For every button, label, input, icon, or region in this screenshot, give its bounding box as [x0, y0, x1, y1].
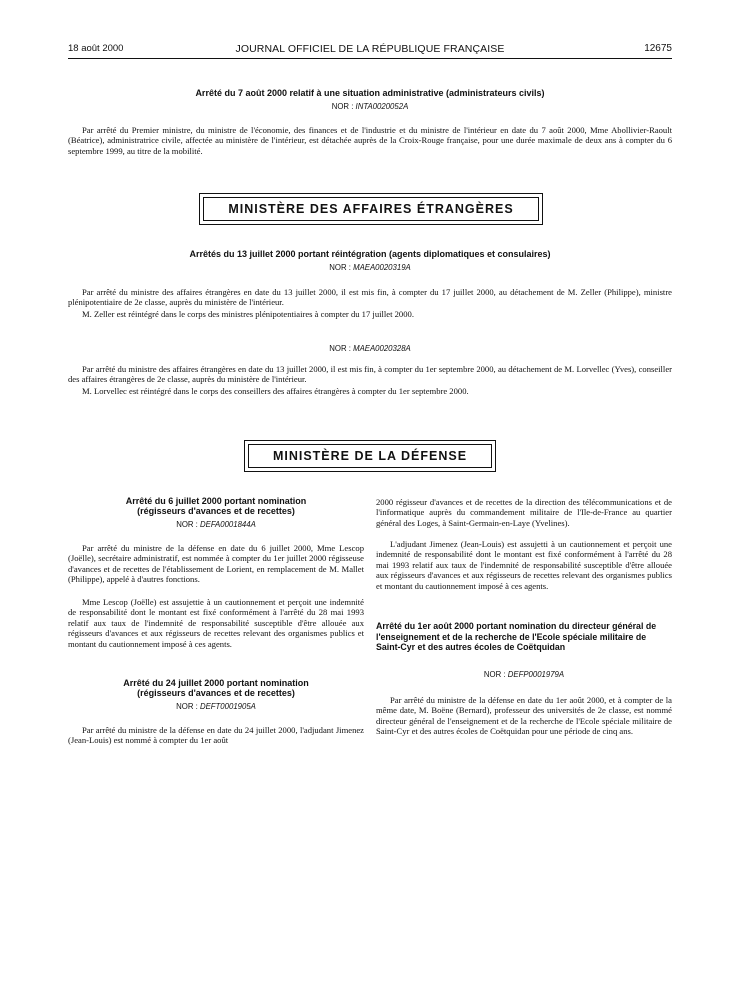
right-continuation: 2000 régisseur d'avances et de recettes de la direction des télécommunications et de l'informatique auprès du commandement militaire de l'Ile-de-France au quartier général des Loges, à Saint-Germain-en-Laye (Yvelines). — [376, 497, 672, 528]
a2-p1: Par arrêté du ministre de la défense en date du 24 juillet 2000, l'adjudant Jimenez (Jean-Louis) est nommé à compter du 1er août — [68, 725, 364, 746]
s2-title: Arrêtés du 13 juillet 2000 portant réintégration (agents diplomatiques et consulaires) — [189, 249, 551, 259]
s2-nor-1: NOR : MAEA0020319A — [329, 263, 411, 272]
ministry-title: MINISTÈRE DES AFFAIRES ÉTRANGÈRES — [228, 202, 514, 216]
journal-title: JOURNAL OFFICIEL DE LA RÉPUBLIQUE FRANÇAISE — [235, 43, 505, 55]
s2-p3: Par arrêté du ministre des affaires étrangères en date du 13 juillet 2000, il est mis fin, à compter du 1er septembre 2000, au détachement de M. Lorvellec (Yves), conseiller des affaires étrangères de 2e classe, auprès du ministère de l'intérieur. — [68, 364, 672, 385]
a1-p2: Mme Lescop (Joëlle) est assujettie à un cautionnement et perçoit une indemnité de responsabilité dont le montant est fixé conformément à l'arrêté du 28 mai 1993 relatif aux taux de l'indemnité de responsabilité susceptible d'être allouée aux régisseurs d'avances et aux régisseurs de recettes relevant des organismes publics et montant du cautionnement imposé à ces agents. — [68, 597, 364, 649]
a1-title-line-1: Arrêté du 6 juillet 2000 portant nomination — [125, 496, 307, 506]
nor-code: MAEA0020328A — [353, 344, 411, 353]
nor-code: DEFA0001844A — [200, 520, 256, 529]
page-number: 12675 — [644, 43, 672, 54]
nor-code: INTA0020052A — [355, 102, 409, 111]
a3-title: Arrêté du 1er août 2000 portant nomination du directeur général de l'enseignement et de la recherche de l'Ecole spéciale militaire de Saint-Cyr et des autres écoles de Coëtquidan — [376, 621, 657, 653]
s2-p2: M. Zeller est réintégré dans le corps des ministres plénipotentiaires à compter du 17 juillet 2000. — [82, 309, 414, 319]
a1-p1: Par arrêté du ministre de la défense en date du 6 juillet 2000, Mme Lescop (Joëlle), secrétaire administratif, est nommée à compter du 1er juillet 2000 régisseuse d'avances et de recettes de l'établissement de Lorient, en remplacement de M. Mallet (Philippe), appelé à d'autres fonctions. — [68, 543, 364, 585]
a3-p1: Par arrêté du ministre de la défense en date du 1er août 2000, et à compter de la même date, M. Boëne (Bernard), professeur des universités de 2e classe, est nommé directeur général de l'enseignement et de la recherche de l'Ecole spéciale militaire de Saint-Cyr et des autres écoles de Coëtquidan pour une période de cinq ans. — [376, 695, 672, 737]
s1-paragraph: Par arrêté du Premier ministre, du ministre de l'économie, des finances et de l'industrie et du ministre de l'intérieur en date du 7 août 2000, Mme Abollivier-Raoult (Béatrice), administratrice civile, affectée au ministère de l'intérieur, est détachée auprès de la Croix-Rouge française, pour une durée maximale de deux ans à compter du 6 septembre 1999, au titre de la mobilité. — [68, 125, 672, 156]
s1-title: Arrêté du 7 août 2000 relatif à une situation administrative (administrateurs civils) — [195, 88, 545, 98]
nor-code: DEFP0001979A — [507, 670, 565, 679]
page-header — [68, 43, 672, 57]
header-rule — [68, 58, 672, 59]
a1-nor: NOR : DEFA0001844A — [176, 520, 256, 529]
a2-title-line-2: (régisseurs d'avances et de recettes) — [137, 688, 295, 698]
ministry-box-foreign-affairs — [199, 193, 543, 225]
nor-code: DEFT0001905A — [199, 702, 256, 711]
s2-p4: M. Lorvellec est réintégré dans le corps des conseillers des affaires étrangères à compter du 1er septembre 2000. — [82, 386, 469, 396]
s2-nor-2: NOR : MAEA0020328A — [329, 344, 411, 353]
nor-label: NOR : — [331, 102, 356, 111]
a2-nor: NOR : DEFT0001905A — [176, 702, 256, 711]
right-p2: L'adjudant Jimenez (Jean-Louis) est assujetti à un cautionnement et perçoit une indemnité de responsabilité dont le montant est fixé conformément à l'arrêté du 28 mai 1993 relatif aux taux de l'indemnité de responsabilité susceptible d'être allouée aux régisseurs d'avances et aux régisseurs de recettes relevant des organismes publics et montant du cautionnement imposé à ces agents. — [376, 539, 672, 591]
a3-nor: NOR : DEFP0001979A — [483, 670, 565, 679]
ministry-box-defense — [244, 440, 496, 472]
s2-p1: Par arrêté du ministre des affaires étrangères en date du 13 juillet 2000, il est mis fin, à compter du 17 juillet 2000, au détachement de M. Zeller (Philippe), ministre plénipotentiaire de 2e classe, auprès du ministère de l'intérieur. — [68, 287, 672, 308]
ministry-title: MINISTÈRE DE LA DÉFENSE — [272, 449, 468, 463]
header-date: 18 août 2000 — [68, 43, 124, 54]
a2-title-line-1: Arrêté du 24 juillet 2000 portant nomination — [123, 678, 309, 688]
s1-nor — [68, 102, 672, 111]
a1-title-line-2: (régisseurs d'avances et de recettes) — [137, 506, 295, 516]
nor-code: MAEA0020319A — [353, 263, 411, 272]
